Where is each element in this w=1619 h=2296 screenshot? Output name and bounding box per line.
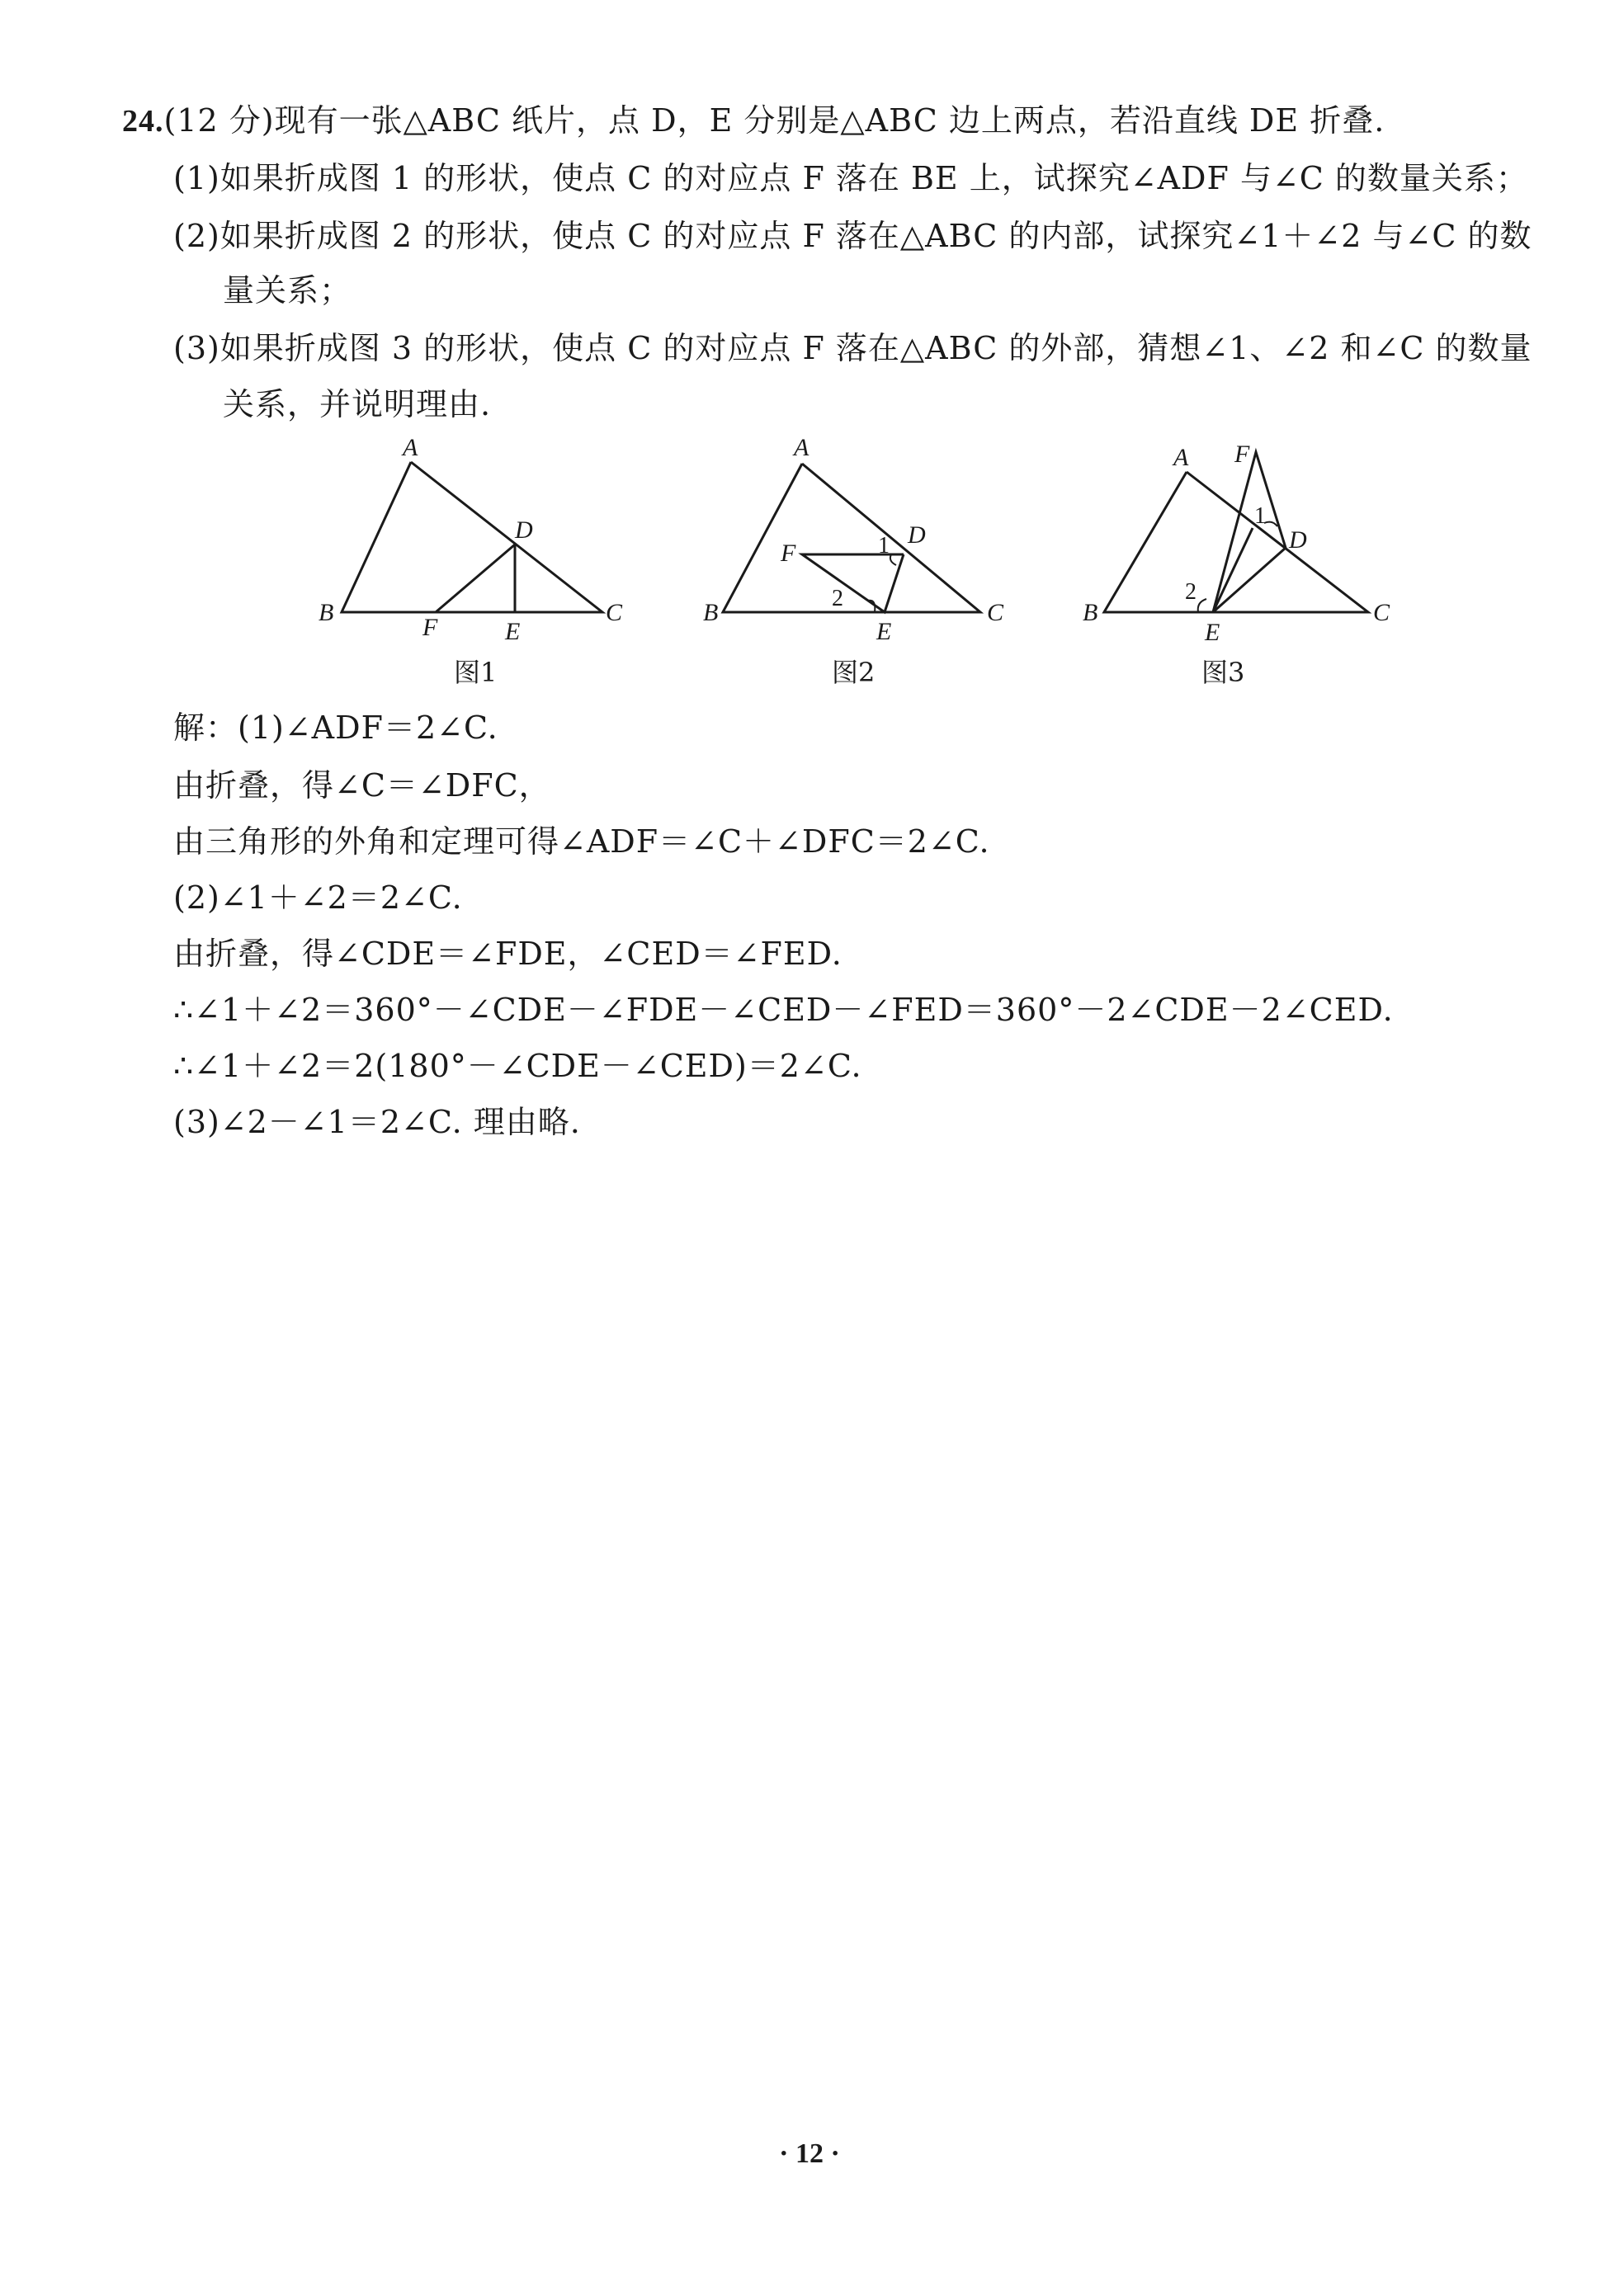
solution-line-2: 由折叠，得∠C＝∠DFC， bbox=[173, 767, 551, 804]
fig2-label-angle2: 2 bbox=[832, 586, 843, 611]
fig2-angle1-arc bbox=[890, 554, 896, 565]
fig2-label-d: D bbox=[908, 521, 926, 549]
figure-3-caption: 图3 bbox=[1201, 657, 1245, 688]
page-number: · 12 · bbox=[779, 2138, 840, 2169]
fig1-label-e: E bbox=[505, 618, 521, 645]
solution-line-5: 由折叠，得∠CDE＝∠FDE，∠CED＝∠FED. bbox=[173, 936, 843, 972]
figure-1-diagram bbox=[314, 434, 644, 668]
solution-line-6: ∴∠1＋∠2＝360°－∠CDE－∠FDE－∠CED－∠FED＝360°－2∠CDE－2∠CED. bbox=[173, 992, 1394, 1028]
fig2-label-angle1: 1 bbox=[878, 533, 890, 559]
fig3-label-angle1: 1 bbox=[1254, 503, 1266, 529]
question-intro-text: (12 分)现有一张△ABC 纸片，点 D，E 分别是△ABC 边上两点，若沿直线 DE 折叠. bbox=[163, 102, 1385, 139]
fig3-label-f: F bbox=[1234, 441, 1250, 468]
fig3-angle2-arc bbox=[1198, 599, 1206, 612]
fig2-label-f: F bbox=[781, 540, 796, 567]
figure-1 bbox=[314, 434, 644, 688]
solution-line-7: ∴∠1＋∠2＝2(180°－∠CDE－∠CED)＝2∠C. bbox=[173, 1048, 862, 1084]
question-part2-line1: (2)如果折成图 2 的形状，使点 C 的对应点 F 落在△ABC 的内部，试探究∠1＋∠2 与∠C 的数 bbox=[173, 218, 1532, 254]
fig1-label-f: F bbox=[422, 614, 438, 641]
fig2-label-c: C bbox=[987, 599, 1004, 626]
fig3-label-a: A bbox=[1173, 444, 1189, 471]
question-part3-line2: 关系，并说明理由. bbox=[223, 386, 492, 422]
fig3-label-c: C bbox=[1373, 599, 1390, 626]
figure-3 bbox=[1073, 437, 1403, 688]
fig1-triangle-abc bbox=[342, 462, 602, 612]
question-number: 24. bbox=[122, 104, 164, 139]
fig2-label-a: A bbox=[794, 434, 810, 461]
figure-2-diagram bbox=[693, 434, 1023, 668]
fig1-label-d: D bbox=[515, 516, 533, 544]
solution-line-8: (3)∠2－∠1＝2∠C. 理由略. bbox=[173, 1104, 581, 1140]
question-intro bbox=[122, 101, 1385, 141]
fig2-folded-triangle bbox=[802, 554, 904, 612]
fig2-label-b: B bbox=[703, 599, 719, 626]
fig2-label-e: E bbox=[876, 618, 892, 645]
figure-2 bbox=[693, 434, 1023, 688]
question-part3-line1: (3)如果折成图 3 的形状，使点 C 的对应点 F 落在△ABC 的外部，猜想∠1、∠2 和∠C 的数量 bbox=[173, 330, 1532, 366]
fig1-label-a: A bbox=[403, 434, 418, 461]
fig1-segment-df bbox=[436, 545, 515, 612]
figure-3-diagram bbox=[1073, 437, 1403, 668]
solution-line-4: (2)∠1＋∠2＝2∠C. bbox=[173, 879, 463, 916]
question-part2-line2: 量关系； bbox=[223, 272, 352, 309]
fig3-label-b: B bbox=[1083, 599, 1098, 626]
figure-1-caption: 图1 bbox=[454, 657, 498, 688]
figure-2-caption: 图2 bbox=[832, 657, 876, 688]
fig3-label-e: E bbox=[1205, 619, 1220, 646]
fig3-label-d: D bbox=[1289, 526, 1307, 554]
fig1-label-b: B bbox=[319, 599, 334, 626]
fig3-angle1-arc bbox=[1264, 522, 1277, 526]
solution-line-3: 由三角形的外角和定理可得∠ADF＝∠C＋∠DFC＝2∠C. bbox=[173, 823, 990, 860]
solution-line-1: 解：(1)∠ADF＝2∠C. bbox=[173, 710, 498, 746]
fig3-label-angle2: 2 bbox=[1185, 579, 1197, 605]
question-part1: (1)如果折成图 1 的形状，使点 C 的对应点 F 落在 BE 上，试探究∠ADF 与∠C 的数量关系； bbox=[173, 160, 1528, 196]
fig1-label-c: C bbox=[606, 599, 623, 626]
